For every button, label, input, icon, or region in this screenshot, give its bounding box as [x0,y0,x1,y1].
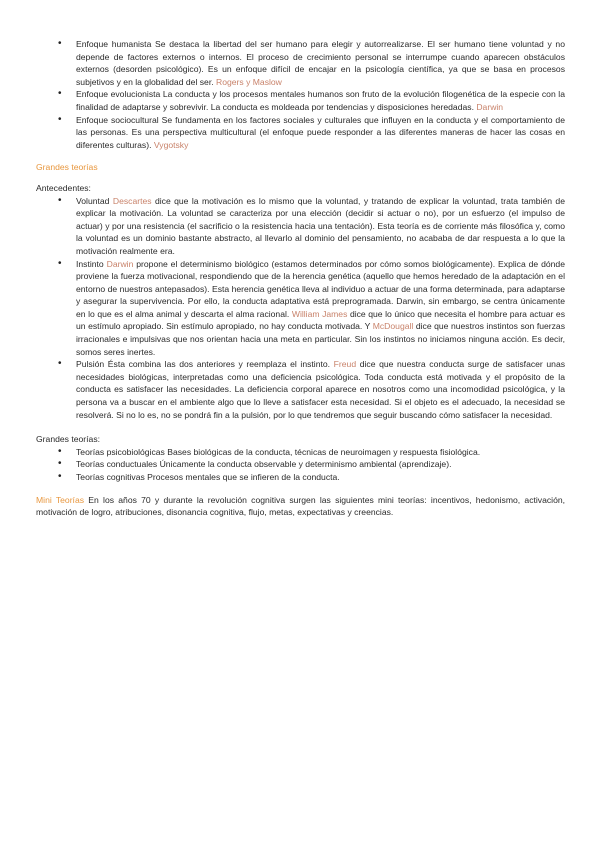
list-item [36,38,565,88]
author-name: Freud [333,359,357,370]
list-item [36,446,565,459]
item-text: Enfoque sociocultural Se fundamenta en los factores sociales y culturales que influyen en la conducta y el comportamiento de las personas. Es una perspectiva multicultural (el enfoque puede responder a las diferentes maneras de hacer las cosas en diferentes culturas). [76,114,565,150]
item-text: Enfoque evolucionista La conducta y los procesos mentales humanos son fruto de la evolución filogenética de la especie con la finalidad de adaptarse y sobrevivir. La conducta es moldeada por tendencias y disposiciones heredadas. [76,89,565,112]
author-name: William James [291,308,348,319]
grandes-teorias-label: Grandes teorías: [36,434,101,445]
author-name: Darwin [476,101,504,112]
mini-teorias-heading: Mini Teorías [36,494,85,505]
list-item [36,88,565,113]
author-name: Descartes [112,195,152,206]
list-item [36,358,565,421]
item-text: dice que nuestra conducta surge de satisfacer unas necesidades biológicas, interpretadas como una deficiencia psicológica. Toda conducta está motivada y el propósito de la conducta es satisfacer las necesidades. La deficiencia corporal aparece en nosotros como una incomodidad psicológica, y la persona va a buscar en el ambiente algo que lo lleve a satisfacer esta necesidad. Si el objeto es el adecuado, la necesidad se resolverá. Si no lo es, no se pondrá fin a la pulsión, por lo que tendremos que seguir buscando cómo satisfacer la necesidad. [76,359,566,420]
item-text: dice que lo único que necesita el hombre para actuar es un estímulo apropiado. Sin estímulo apropiado, no hay conducta motivada. Y [76,308,566,332]
section-heading-grandes-teorias: Grandes teorías [36,162,98,173]
mini-teorias-paragraph [36,494,565,519]
item-text: Teorías psicobiológicas Bases biológicas de la conducta, técnicas de neuroimagen y respuesta fisiológica. [76,446,481,457]
author-name: Rogers y Maslow [215,76,282,87]
item-lead: Instinto [76,258,104,269]
author-name: McDougall [372,321,414,332]
item-lead: Voluntad [76,195,110,206]
antecedentes-list [36,195,565,422]
list-item [36,258,565,359]
list-item [36,471,565,484]
author-name: Darwin [106,258,134,269]
antecedentes-label: Antecedentes: [36,182,91,193]
item-text: propone el determinismo biológico (estamos determinados por cómo somos biológicamente). Explica de dónde proviene la fuerza motivacional, respondiendo que de la herencia genética (aquello que hemos heredado de la adaptación en el entorno de nuestros antepasados). Esta herencia genética lleva al individuo a actuar de una forma determinada, para adaptarse y asegurar la supervivencia. Por ello, la conducta adaptativa está preprogramada. Darwin, sin embargo, se centra únicamente en lo que es el alma animal y descarta el alma racional. [76,258,565,319]
teorias-list [36,446,565,484]
item-text: dice que la motivación es lo mismo que la voluntad, y tratando de explicar la voluntad, trata también de explicar la motivación. La voluntad se caracteriza por una elección (decidir si actuar o no), por un esfuerzo (el impulso de actuar) y por una resistencia (el sacrificio o la resistencia hacia una tentación). Esta teoría es de corriente más filosófica y, como la voluntad es un dominio bastante abstracto, al llevarlo al dominio del pensamiento, no acababa de dar respuesta a lo que la motivación realmente era. [76,195,565,256]
item-lead: Pulsión Ésta combina las dos anteriores y reemplaza el instinto. [76,359,331,370]
item-text: Enfoque humanista Se destaca la libertad del ser humano para elegir y autorrealizarse. El ser humano tiene voluntad y no depende de factores externos o internos. El proceso de crecimiento personal se interrumpe cuando aparecen obstáculos externos (desorden psicológico). Es un enfoque difícil de encajar en la psicología científica, ya que se basa en procesos subjetivos y en la globalidad del ser. [76,39,565,87]
list-item [36,195,565,258]
author-name: Vygotsky [153,139,189,150]
item-text: dice que nuestros instintos son fuerzas irracionales e impulsivas que nos orientan hacia una meta en particular. Sin los instintos no iniciamos ninguna acción. Es decir, somos seres inertes. [76,321,566,357]
item-text: Teorías conductuales Únicamente la conducta observable y determinismo ambiental (aprendizaje). [76,459,452,470]
item-text: Teorías cognitivas Procesos mentales que se infieren de la conducta. [76,472,340,482]
mini-teorias-text: En los años 70 y durante la revolución cognitiva surgen las siguientes mini teorías: incentivos, hedonismo, activación, motivación de logro, atribuciones, disonancia cognitiva, flujo, metas, expectativas y creencias. [36,494,566,518]
intro-list [36,38,565,151]
list-item [36,114,565,152]
list-item [36,458,565,471]
